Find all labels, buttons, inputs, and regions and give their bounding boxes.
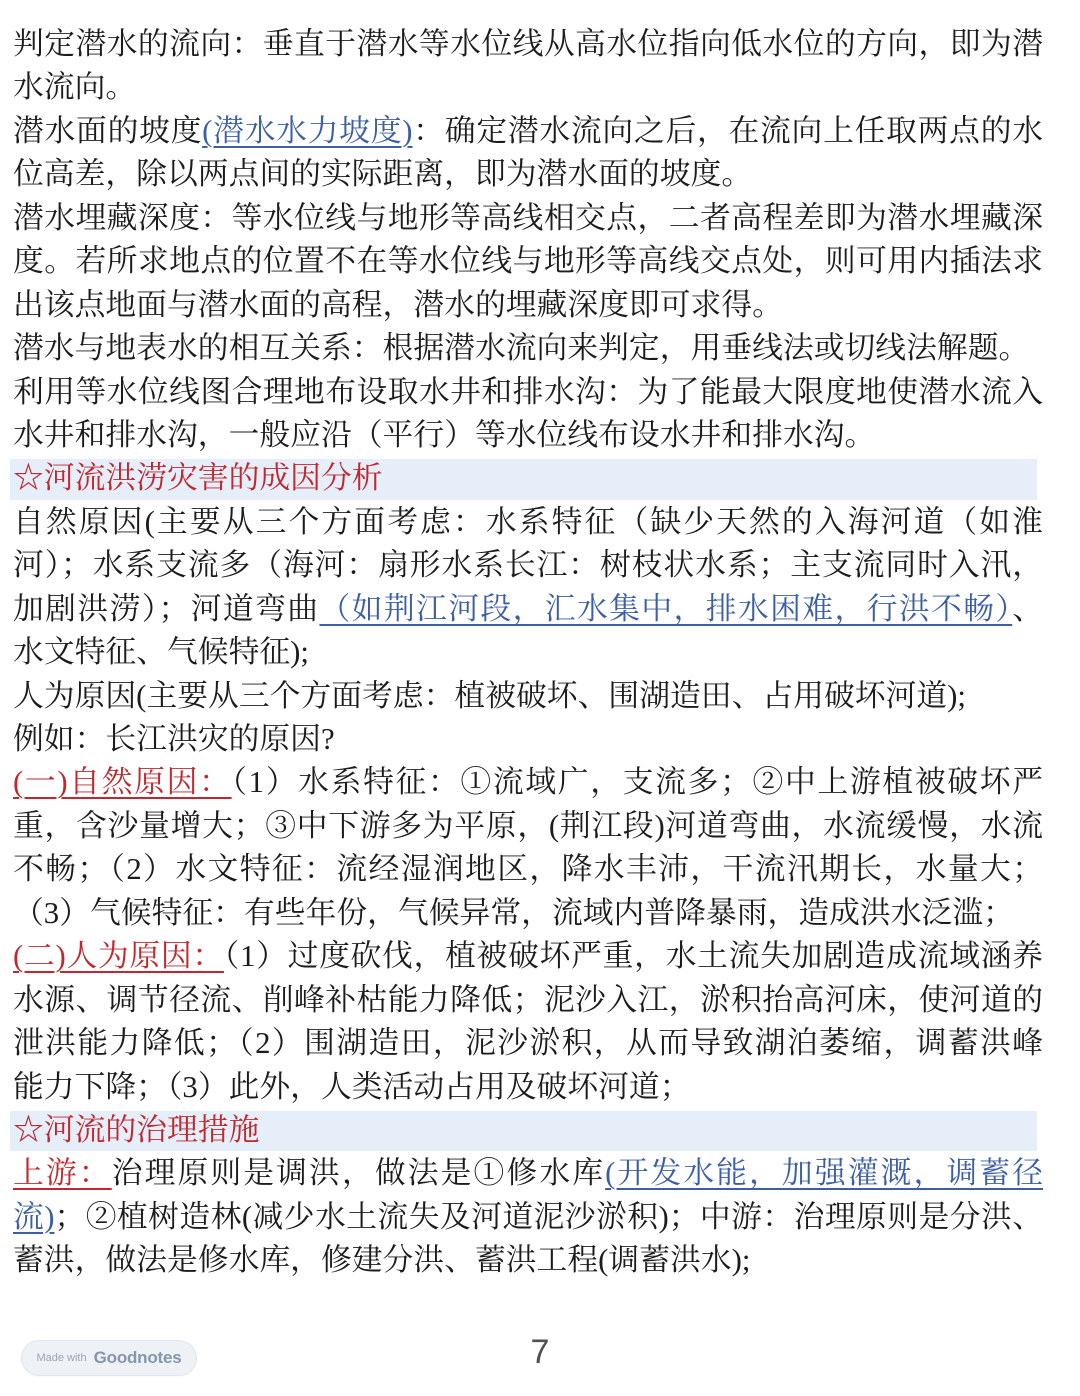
paragraph xyxy=(13,371,1043,458)
brand-name: Goodnotes xyxy=(93,1348,182,1367)
text-run: 治理原则是调洪，做法是①修水库 xyxy=(111,1156,606,1191)
text-line xyxy=(13,66,1043,109)
paragraph xyxy=(13,23,1043,110)
text-line xyxy=(13,1196,1043,1239)
text-run: 位高差，除以两点间的实际距离，即为潜水面的坡度。 xyxy=(13,157,753,192)
text-line xyxy=(13,327,1043,370)
point-label: 上游： xyxy=(13,1156,112,1191)
text-run: 潜水埋藏深度：等水位线与地形等高线相交点，二者高程差即为潜水埋藏深 xyxy=(13,200,1043,235)
paragraph xyxy=(13,501,1043,675)
text-run: 利用等水位线图合理地布设取水井和排水沟：为了能最大限度地使潜水流入 xyxy=(13,374,1043,409)
text-run: ；②植树造林(减少水土流失及河道泥沙淤积)；中游：治理原则是分洪、 xyxy=(54,1199,1043,1234)
text-line xyxy=(13,588,1043,631)
text-run: 重，含沙量增大；③中下游多为平原，(荆江段)河道弯曲，水流缓慢，水流 xyxy=(13,808,1043,843)
text-line xyxy=(13,501,1043,544)
text-run: ：确定潜水流向之后，在流向上任取两点的水 xyxy=(412,113,1044,148)
text-run: 自然原因(主要从三个方面考虑：水系特征（缺少天然的入海河道（如淮 xyxy=(13,504,1043,539)
text-run: 例如：长江洪灾的原因? xyxy=(13,722,335,756)
annotation-note: (潜水水力坡度) xyxy=(202,113,413,148)
text-line xyxy=(13,110,1043,153)
text-line xyxy=(13,371,1043,414)
annotation-note: （如荆江河段，汇水集中，排水困难，行洪不畅） xyxy=(319,591,1013,626)
text-line xyxy=(13,414,1043,457)
text-line xyxy=(13,892,1043,935)
text-line xyxy=(13,197,1043,240)
made-with-goodnotes-badge xyxy=(22,1341,196,1375)
text-run: 能力下降；（3）此外，人类活动占用及破坏河道； xyxy=(13,1069,691,1104)
text-run: 水源、调节径流、削峰补枯能力降低；泥沙入江，淤积抬高河床，使河道的 xyxy=(13,982,1043,1017)
text-line xyxy=(13,718,1043,761)
made-with-label: Made with xyxy=(36,1352,87,1364)
point-label: (一)自然原因： xyxy=(13,765,232,800)
section-heading: ☆河流的治理措施 xyxy=(10,1109,1037,1152)
text-run: 泄洪能力降低；（2）围湖造田，泥沙淤积，从而导致湖泊萎缩，调蓄洪峰 xyxy=(13,1026,1043,1061)
document-body xyxy=(13,23,1043,1283)
page-number: 7 xyxy=(530,1333,550,1371)
text-line xyxy=(13,675,1043,718)
text-run: 人为原因(主要从三个方面考虑：植被破坏、围湖造田、占用破坏河道); xyxy=(13,678,966,713)
text-run: 加剧洪涝）；河道弯曲 xyxy=(13,591,320,626)
text-run: 水文特征、气候特征); xyxy=(13,635,309,670)
text-line xyxy=(13,544,1043,587)
text-run: 蓄洪，做法是修水库，修建分洪、蓄洪工程(调蓄洪水); xyxy=(13,1243,751,1278)
paragraph xyxy=(13,935,1043,1109)
paragraph xyxy=(13,197,1043,327)
section-heading: ☆河流洪涝灾害的成因分析 xyxy=(10,457,1037,500)
text-run: 河）；水系支流多（海河：扇形水系长江：树枝状水系；主支流同时入汛， xyxy=(13,548,1043,583)
paragraph xyxy=(13,1152,1043,1282)
text-line xyxy=(13,1022,1043,1065)
text-line xyxy=(13,284,1043,327)
text-run: （1）水系特征：①流域广，支流多；②中上游植被破坏严 xyxy=(231,765,1043,800)
annotation-note: 流) xyxy=(13,1199,55,1234)
text-line xyxy=(13,153,1043,196)
text-line xyxy=(13,1239,1043,1282)
text-line xyxy=(13,240,1043,283)
point-label: (二)人为原因： xyxy=(13,939,224,974)
text-line xyxy=(13,979,1043,1022)
text-line xyxy=(13,935,1043,978)
text-run: 潜水与地表水的相互关系：根据潜水流向来判定，用垂线法或切线法解题。 xyxy=(13,331,1030,366)
text-line xyxy=(13,23,1043,66)
text-run: 不畅；（2）水文特征：流经湿润地区，降水丰沛，干流汛期长，水量大； xyxy=(13,852,1043,887)
text-run: 潜水面的坡度 xyxy=(13,113,203,148)
text-line xyxy=(13,805,1043,848)
text-line xyxy=(13,1152,1043,1195)
text-line xyxy=(13,1066,1043,1109)
text-run: 判定潜水的流向：垂直于潜水等水位线从高水位指向低水位的方向，即为潜 xyxy=(13,27,1043,61)
text-run: 度。若所求地点的位置不在等水位线与地形等高线交点处，则可用内插法求 xyxy=(13,244,1043,279)
text-run: 、 xyxy=(1012,591,1043,626)
text-run: （3）气候特征：有些年份，气候异常，流域内普降暴雨，造成洪水泛滥； xyxy=(13,895,1014,930)
paragraph xyxy=(13,327,1043,370)
annotation-note: (开发水能，加强灌溉，调蓄径 xyxy=(605,1156,1043,1191)
text-line xyxy=(13,631,1043,674)
text-run: 水流向。 xyxy=(13,70,137,105)
text-line xyxy=(13,761,1043,804)
paragraph xyxy=(13,675,1043,718)
paragraph xyxy=(13,718,1043,761)
text-run: 水井和排水沟，一般应沿（平行）等水位线布设水井和排水沟。 xyxy=(13,417,876,452)
paragraph xyxy=(13,110,1043,197)
text-line xyxy=(13,848,1043,891)
paragraph xyxy=(13,761,1043,935)
text-run: （1）过度砍伐，植被破坏严重，水土流失加剧造成流域涵养 xyxy=(223,939,1043,974)
text-run: 出该点地面与潜水面的高程，潜水的埋藏深度即可求得。 xyxy=(13,287,783,322)
